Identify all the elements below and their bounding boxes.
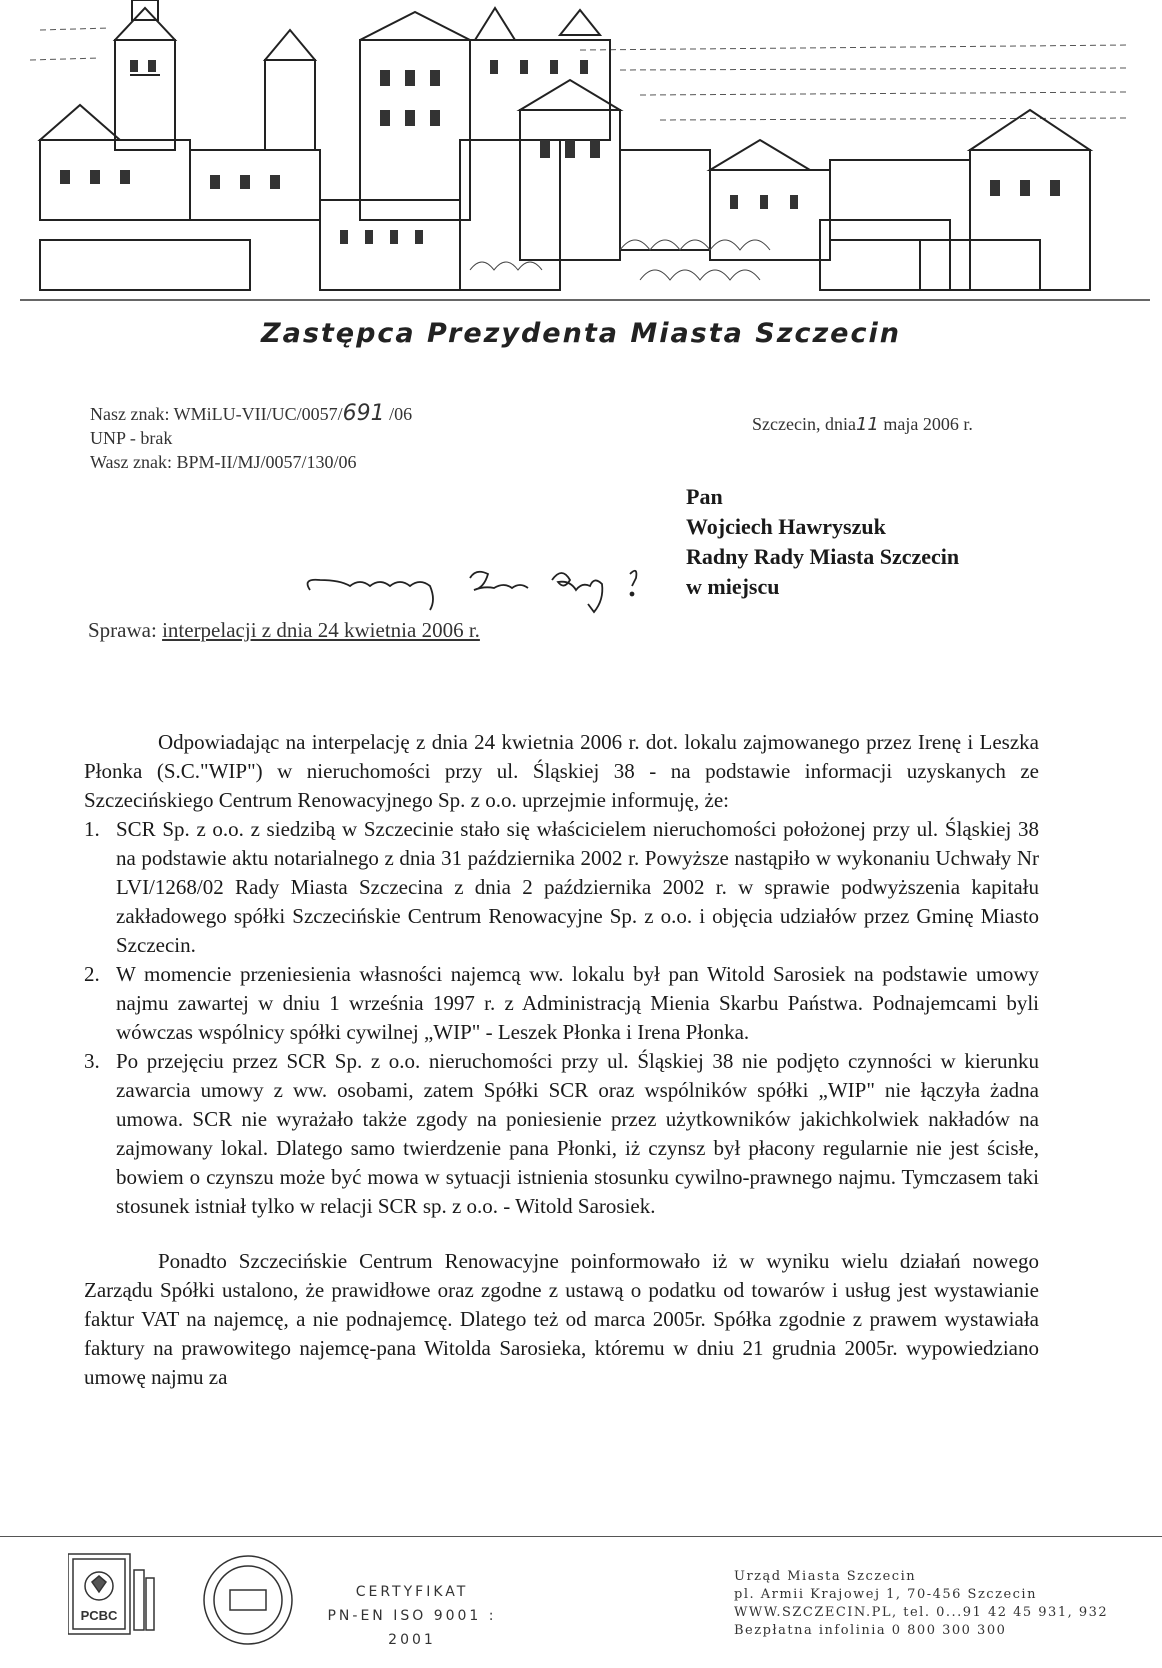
addressee-position: Radny Rady Miasta Szczecin xyxy=(686,544,960,569)
subject-line xyxy=(88,618,480,643)
our-reference xyxy=(90,402,412,426)
point-number: 2. xyxy=(84,962,100,986)
intro-paragraph: Odpowiadając na interpelację z dnia 24 kwietnia 2006 r. dot. lokalu zajmowanego przez Irenę i Leszka Płonka (S.C."WIP") w nieruchomości przy ul. Śląskiej 38 - na podstawie informacji uzyskanych ze Szczecińskiego Centrum Renowacyjnego Sp. z o.o. uprzejmie informuję, że: xyxy=(84,730,1039,812)
certificate-seal xyxy=(204,1556,292,1644)
certification-logos xyxy=(68,1548,308,1660)
date-prefix: Szczecin, dnia xyxy=(752,414,856,434)
point-number: 3. xyxy=(84,1049,100,1073)
certificate-block xyxy=(312,1580,512,1652)
second-paragraph: Ponadto Szczecińskie Centrum Renowacyjne poinformowało iż w wyniku wielu działań nowego Zarządu Spółki ustalono, że prawidłowe oraz zgodne z ustawą o podatku od towarów i usług jest wystawianie faktur VAT na najemcę, a nie podnajemcę. Dlatego też od marca 2005r. Spółka zgodnie z prawem wystawiała faktury na prawowitego najemcę-pana Witolda Sarosieka, któremu w dniu 21 grudnia 2005r. wypowiedziano umowę najmu za xyxy=(84,1249,1039,1389)
certificate-title: CERTYFIKAT xyxy=(355,1584,469,1600)
subject-text: interpelacji z dnia 24 kwietnia 2006 r. xyxy=(162,618,480,642)
unp-line: UNP - brak xyxy=(90,428,173,448)
certificate-standard: PN-EN ISO 9001 : 2001 xyxy=(327,1608,497,1648)
date-suffix: maja 2006 r. xyxy=(883,414,973,434)
city-skyline-illustration xyxy=(20,0,1150,320)
our-reference-prefix: WMiLU-VII/UC/0057/ xyxy=(173,404,343,424)
date-day-handwritten: 11 xyxy=(855,414,879,435)
point-number: 1. xyxy=(84,817,100,841)
handwritten-salutation xyxy=(300,560,670,618)
pcbc-text: PCBC xyxy=(80,1608,118,1623)
list-item xyxy=(84,1047,1039,1221)
our-reference-handwritten: 691 xyxy=(342,401,385,426)
addressee-block xyxy=(686,482,959,602)
office-title: Zastępca Prezydenta Miasta Szczecin xyxy=(261,318,901,349)
addressee-location: w miejscu xyxy=(686,574,780,599)
reference-block xyxy=(90,402,412,474)
our-reference-label: Nasz znak: xyxy=(90,404,170,424)
point-text: Po przejęciu przez SCR Sp. z o.o. nieruchomości przy ul. Śląskiej 38 nie podjęto czynności w kierunku zawarcia umowy z ww. osobami, zatem Spółki SCR oraz wspólników spółki „WIP" nie łączyła żadna umowa. SCR nie wyrażało także zgody na poniesienie przez użytkowników jakichkolwiek nakładów na zajmowany lokal. Dlatego samo twierdzenie pana Płonki, iż czynsz był płacony regularnie nie jest ścisłe, bowiem o czynszu może być mowa w sytuacji istnienia stosunku cywilno-prawnego najmu. Tymczasem taki stosunek istniał tylko w relacji SCR sp. z o.o. - Witold Sarosiek. xyxy=(116,1049,1039,1218)
contact-address: pl. Armii Krajowej 1, 70-456 Szczecin xyxy=(734,1587,1037,1602)
letter-body xyxy=(84,728,1039,1392)
numbered-points xyxy=(84,815,1039,1221)
contact-block xyxy=(734,1568,1108,1640)
point-text: W momencie przeniesienia własności najemcą ww. lokalu był pan Witold Sarosiek na podstawie umowy najmu zawartej w dniu 1 września 1997 r. z Administracją Mienia Skarbu Państwa. Podnajemcami byli wówczas wspólnicy spółki cywilnej „WIP" - Leszek Płonka i Irena Płonka. xyxy=(116,962,1039,1044)
contact-hotline: Bezpłatna infolinia 0 800 300 300 xyxy=(734,1623,1007,1638)
list-item xyxy=(84,815,1039,960)
footer-divider xyxy=(0,1536,1162,1537)
subject-label: Sprawa: xyxy=(88,618,157,642)
contact-office: Urząd Miasta Szczecin xyxy=(734,1569,917,1584)
point-text: SCR Sp. z o.o. z siedzibą w Szczecinie stało się właścicielem nieruchomości położonej przy ul. Śląskiej 38 na podstawie aktu notarialnego z dnia 31 października 2002 r. Powyższe nastąpiło w wykonaniu Uchwały Nr LVI/1268/02 Rady Miasta Szczecina z dnia 2 października 2002 r. w sprawie podwyższenia kapitału zakładowego spółki Szczecińskie Centrum Renowacyjne Sp. z o.o. i objęcia udziałów przez Gminę Miasto Szczecin. xyxy=(116,817,1039,957)
addressee-name: Wojciech Hawryszuk xyxy=(686,514,886,539)
pcbc-logo xyxy=(68,1554,154,1634)
list-item xyxy=(84,960,1039,1047)
addressee-title: Pan xyxy=(686,484,723,509)
contact-web-phone: WWW.SZCZECIN.PL, tel. 0...91 42 45 931, 932 xyxy=(734,1605,1109,1620)
place-and-date xyxy=(752,414,973,435)
your-reference: Wasz znak: BPM-II/MJ/0057/130/06 xyxy=(90,452,357,472)
our-reference-suffix: /06 xyxy=(389,404,413,424)
